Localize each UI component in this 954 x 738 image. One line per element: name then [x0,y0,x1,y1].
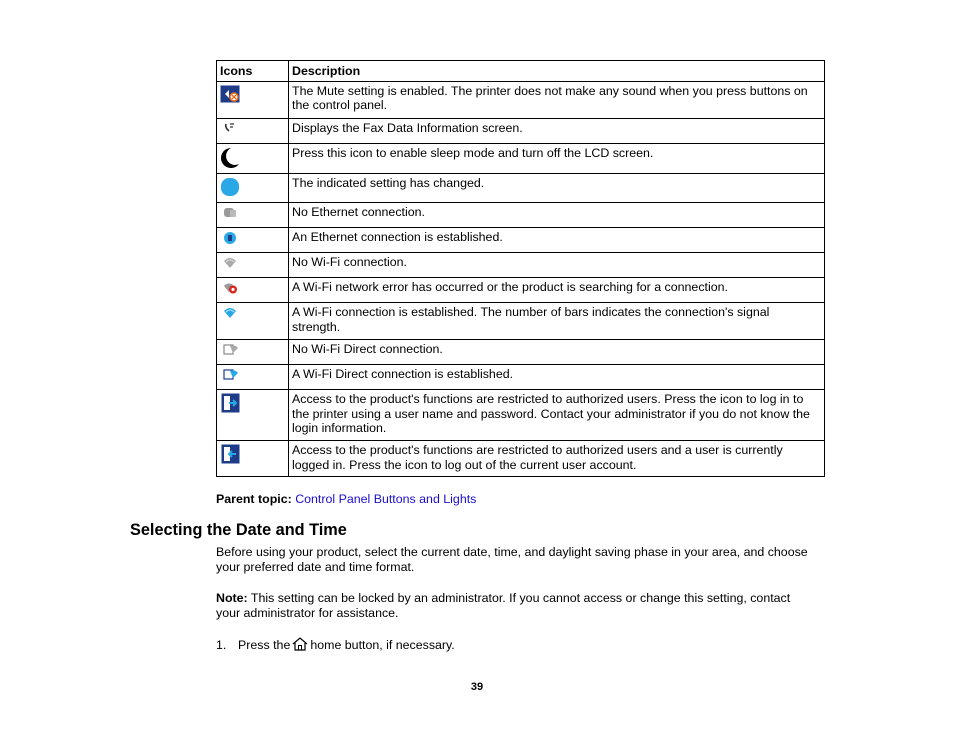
wifi-connected-icon [223,306,237,319]
step-1 [216,637,455,655]
row-description: A Wi-Fi Direct connection is established. [289,365,825,390]
table-row [217,340,825,365]
section-heading: Selecting the Date and Time [130,521,347,539]
row-description: Displays the Fax Data Information screen. [289,119,825,144]
wifi-direct-disconnected-icon [223,343,239,356]
ethernet-disconnected-icon [223,206,237,219]
note-label: Note: [216,591,248,605]
wifi-disconnected-icon [223,256,237,269]
logout-icon [221,444,240,464]
table-row [217,390,825,441]
row-description: Press this icon to enable sleep mode and turn off the LCD screen. [289,144,825,174]
row-description: No Wi-Fi connection. [289,253,825,278]
parent-topic-link[interactable]: Control Panel Buttons and Lights [295,492,477,506]
step-number: 1. [216,638,227,652]
parent-topic-label: Parent topic: [216,492,292,506]
note-text: This setting can be locked by an administrator. If you cannot access or change this setting, contact your administrator for assistance. [216,591,791,620]
icons-table [216,60,825,477]
wifi-direct-connected-icon [223,368,239,381]
mute-icon [220,85,240,103]
table-row [217,82,825,119]
table-row [217,228,825,253]
wifi-error-icon [223,281,238,294]
row-description: No Ethernet connection. [289,203,825,228]
row-description: The indicated setting has changed. [289,174,825,203]
table-row [217,278,825,303]
step-text-after: home button, if necessary. [310,638,455,652]
row-description: Access to the product's functions are restricted to authorized users and a user is currently logged in. Press the icon to log out of the current user account. [289,441,825,477]
table-row [217,174,825,203]
sleep-moon-icon [220,147,240,169]
note-paragraph [216,591,816,621]
row-description: Access to the product's functions are restricted to authorized users. Press the icon to log in to the printer using a user name and password. Contact your administrator if you do not know the login information. [289,390,825,441]
fax-data-icon [224,122,236,133]
page-number: 39 [470,681,484,693]
table-row [217,119,825,144]
table-row [217,441,825,477]
row-description: No Wi-Fi Direct connection. [289,340,825,365]
table-row [217,365,825,390]
table-header-row [217,61,825,82]
row-description: An Ethernet connection is established. [289,228,825,253]
login-icon [221,393,240,413]
row-description: A Wi-Fi network error has occurred or the product is searching for a connection. [289,278,825,303]
home-icon [292,637,308,655]
table-row [217,144,825,174]
row-description: A Wi-Fi connection is established. The number of bars indicates the connection's signal strength. [289,303,825,340]
header-icons: Icons [217,61,289,82]
table-row [217,203,825,228]
intro-paragraph: Before using your product, select the current date, time, and daylight saving phase in your area, and choose your preferred date and time format. [216,545,808,574]
header-description: Description [289,61,825,82]
ethernet-connected-icon [223,231,237,244]
table-row [217,303,825,340]
setting-changed-icon [220,177,240,197]
step-text-before: Press the [238,638,291,652]
row-description: The Mute setting is enabled. The printer does not make any sound when you press buttons on the control panel. [289,82,825,119]
table-row [217,253,825,278]
parent-topic [216,492,476,507]
